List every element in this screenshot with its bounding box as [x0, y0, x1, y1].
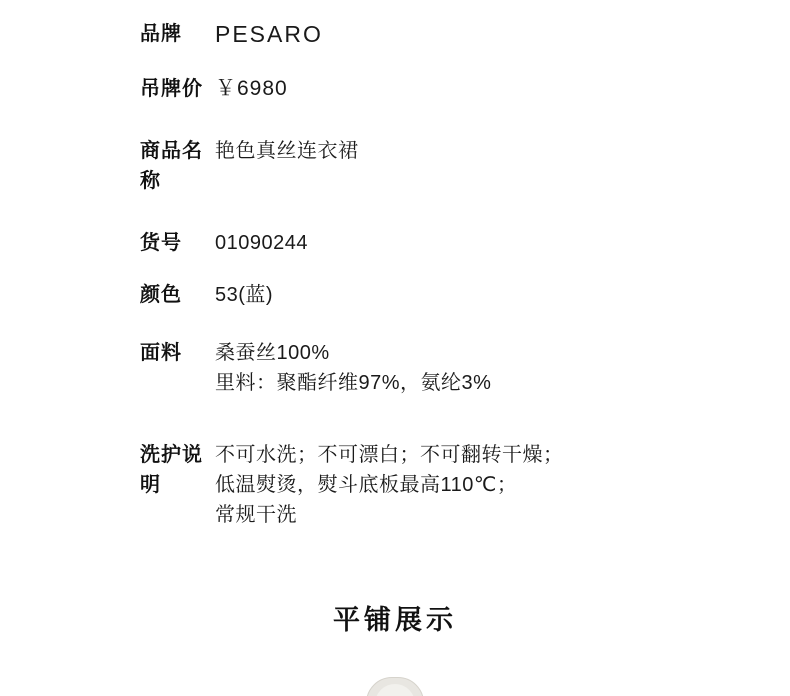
spec-label-brand: 品牌 — [140, 23, 182, 45]
spec-value-line: 里料：聚酯纤维97%，氨纶3% — [215, 372, 492, 394]
product-photo-flat-lay — [0, 675, 790, 696]
spec-value-line: 不可水洗；不可漂白；不可翻转干燥； — [215, 444, 564, 466]
spec-value-line: 常规干洗 — [215, 504, 297, 526]
section-title-flat-lay: 平铺展示 — [333, 605, 457, 635]
spec-label-color: 颜色 — [140, 284, 182, 306]
spec-value-fabric — [215, 338, 790, 398]
spec-value-color — [215, 280, 790, 310]
garment-highlight — [375, 684, 415, 696]
spec-label-tag-price: 吊牌价 — [140, 78, 203, 100]
spec-row-color — [0, 280, 790, 310]
spec-value-brand — [215, 19, 790, 49]
spec-value-tag-price — [215, 74, 790, 104]
spec-value-line: 01090244 — [215, 232, 308, 254]
garment-silhouette — [366, 677, 424, 696]
spec-value-line: 桑蚕丝100% — [215, 342, 330, 364]
spec-row-product-name — [0, 136, 790, 196]
spec-value-product-name — [215, 136, 790, 166]
spec-value-line: PESARO — [215, 21, 323, 47]
spec-row-brand — [0, 19, 790, 49]
spec-row-care-instructions — [0, 440, 790, 530]
spec-label-fabric: 面料 — [140, 342, 182, 364]
spec-value-line: 低温熨烫，熨斗底板最高110℃； — [215, 474, 518, 496]
spec-row-article-number — [0, 228, 790, 258]
spec-label-care-instructions: 洗护说明 — [140, 444, 203, 496]
spec-label-article-number: 货号 — [140, 232, 182, 254]
spec-value-line: 艳色真丝连衣裙 — [215, 140, 359, 162]
spec-row-tag-price — [0, 74, 790, 104]
spec-label-product-name: 商品名称 — [140, 140, 203, 192]
spec-row-fabric — [0, 338, 790, 398]
spec-value-line: ￥6980 — [215, 77, 288, 100]
spec-value-article-number — [215, 228, 790, 258]
spec-value-line: 53(蓝) — [215, 284, 274, 306]
spec-value-care-instructions — [215, 440, 790, 530]
